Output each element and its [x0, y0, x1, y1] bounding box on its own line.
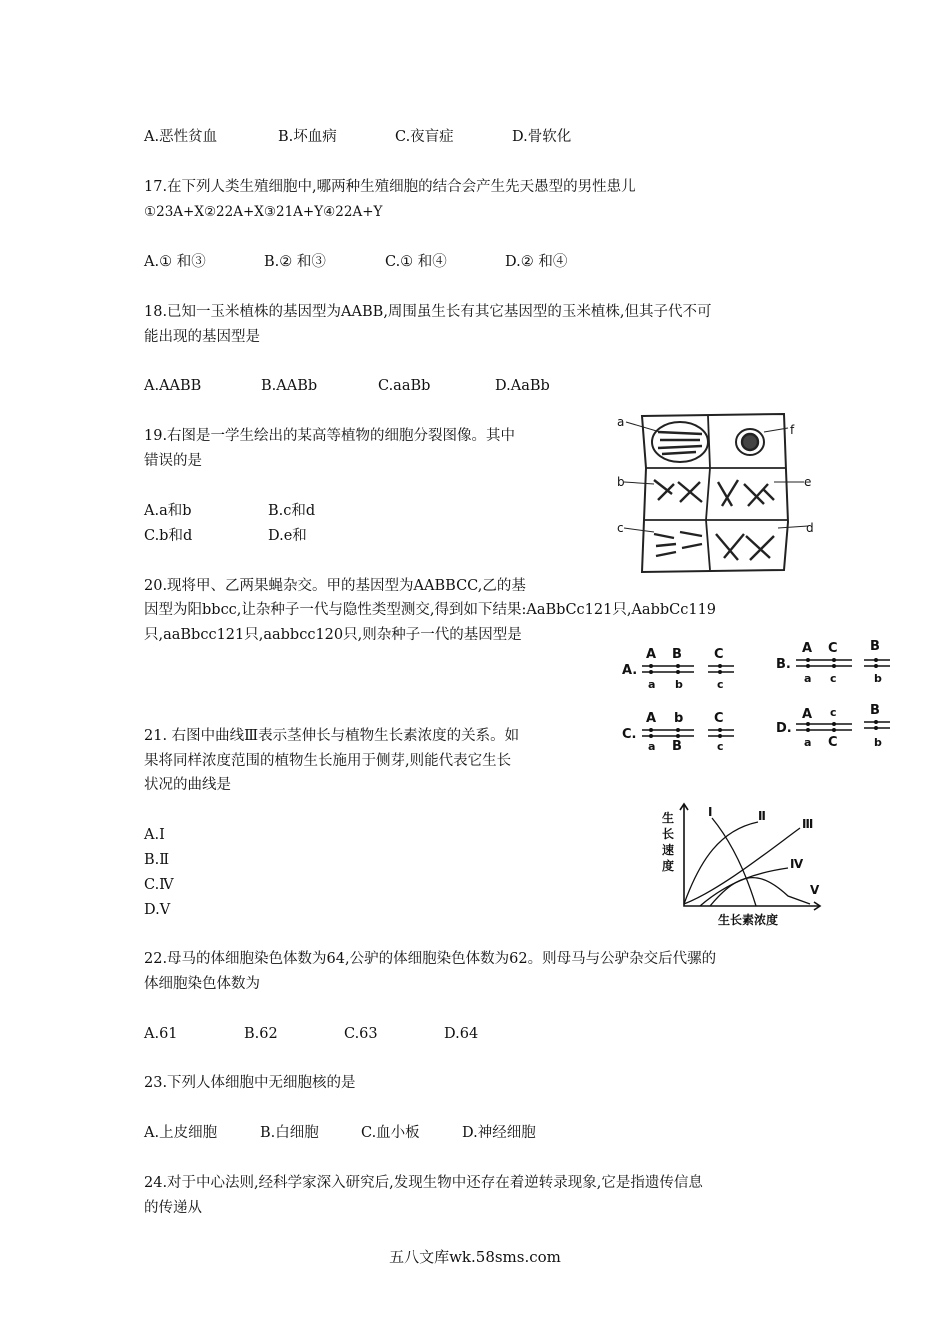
- geno-c-bottom-2: B: [672, 739, 682, 754]
- geno-d-label: D.: [776, 721, 792, 736]
- geno-b-top-1: A: [802, 641, 813, 656]
- curve-label-2: Ⅱ: [758, 809, 766, 823]
- q22-option-d: D.64: [444, 1026, 479, 1042]
- q17-option-c: C.① 和④: [385, 254, 447, 270]
- q23-option-a: A.上皮细胞: [144, 1125, 218, 1141]
- geno-c-bottom-3: c: [717, 740, 724, 753]
- q21-option-a: A.Ⅰ: [144, 827, 165, 843]
- geno-d-bottom-1: a: [804, 736, 812, 749]
- genotype-options-figure: [618, 636, 908, 756]
- q21-stem-line2: 果将同样浓度范围的植物生长施用于侧芽,则能代表它生长: [144, 753, 512, 769]
- q20-stem-line2: 因型为阳bbcc,让杂种子一代与隐性类型测交,得到如下结果:AaBbCc121只,AabbCc119: [144, 602, 717, 618]
- q17-option-d: D.② 和④: [505, 254, 568, 270]
- q19-option-a: A.a和b: [144, 503, 192, 519]
- q24-stem-line1: 24.对于中心法则,经科学家深入研究后,发现生物中还存在着逆转录现象,它是指遗传信息: [144, 1175, 703, 1191]
- graph-ylabel-3: 速: [662, 843, 675, 857]
- geno-d-bottom-2: C: [828, 735, 838, 750]
- geno-b-label: B.: [776, 657, 791, 672]
- growth-curve-figure: [660, 800, 830, 928]
- geno-a-bottom-3: c: [717, 678, 724, 691]
- geno-b-bottom-1: a: [804, 672, 812, 685]
- geno-d-top-2: c: [830, 706, 837, 719]
- q21-option-b: B.Ⅱ: [144, 852, 170, 868]
- q20-stem-line1: 20.现将甲、乙两果蝇杂交。甲的基因型为AABBCC,乙的基: [144, 578, 526, 594]
- q21-option-c: C.Ⅳ: [144, 877, 174, 893]
- geno-b-top-2: C: [828, 641, 838, 656]
- fig-label-b: b: [617, 475, 625, 489]
- geno-a-top-3: C: [714, 647, 724, 662]
- q22-stem-line2: 体细胞染色体数为: [144, 976, 260, 992]
- curve-label-1: I: [708, 805, 713, 819]
- geno-c-top-3: C: [714, 711, 724, 726]
- q22-option-a: A.61: [144, 1026, 178, 1042]
- q19-stem-line1: 19.右图是一学生绘出的某高等植物的细胞分裂图像。其中: [144, 428, 516, 444]
- curve-label-4: Ⅳ: [790, 857, 804, 871]
- q16-option-b: B.坏血病: [278, 129, 337, 145]
- geno-c-bottom-1: a: [648, 740, 656, 753]
- graph-xlabel: 生长素浓度: [718, 913, 779, 927]
- geno-d-bottom-3: b: [874, 736, 882, 749]
- q17-option-a: A.① 和③: [144, 254, 206, 270]
- q23-option-b: B.白细胞: [260, 1125, 319, 1141]
- geno-c-label: C.: [622, 727, 637, 742]
- q18-stem-line2: 能出现的基因型是: [144, 329, 260, 345]
- page-footer: 五八文库wk.58sms.com: [389, 1248, 561, 1266]
- geno-d-top-1: A: [802, 707, 813, 722]
- geno-b-bottom-2: c: [830, 672, 837, 685]
- geno-a-top-1: A: [646, 647, 657, 662]
- fig-label-f: f: [790, 423, 795, 437]
- geno-c-top-1: A: [646, 711, 657, 726]
- q24-stem-line2: 的传递从: [144, 1200, 202, 1216]
- fig-label-c: c: [617, 521, 624, 535]
- geno-a-top-2: B: [672, 647, 682, 662]
- geno-b-top-3: B: [870, 639, 880, 654]
- q17-option-b: B.② 和③: [264, 254, 326, 270]
- graph-ylabel-4: 度: [662, 859, 675, 873]
- geno-a-bottom-1: a: [648, 678, 656, 691]
- geno-c-top-2: b: [674, 711, 684, 726]
- curve-label-5: V: [810, 883, 820, 897]
- geno-a-bottom-2: b: [675, 678, 683, 691]
- q18-stem-line1: 18.已知一玉米植株的基因型为AABB,周围虽生长有其它基因型的玉米植株,但其子代不可: [144, 304, 712, 320]
- q18-option-b: B.AABb: [261, 378, 318, 394]
- q22-option-c: C.63: [344, 1026, 378, 1042]
- q16-option-c: C.夜盲症: [395, 129, 454, 145]
- cell-division-figure: [614, 410, 814, 575]
- q18-option-c: C.aaBb: [378, 378, 431, 394]
- geno-a-label: A.: [622, 663, 638, 678]
- q19-option-c: C.b和d: [144, 528, 193, 544]
- graph-ylabel-2: 长: [662, 827, 675, 841]
- q23-option-c: C.血小板: [361, 1125, 420, 1141]
- q23-option-d: D.神经细胞: [462, 1125, 536, 1141]
- q22-option-b: B.62: [244, 1026, 278, 1042]
- q21-stem-line1: 21. 右图中曲线Ⅲ表示茎伸长与植物生长素浓度的关系。如: [144, 728, 520, 744]
- fig-label-a: a: [617, 415, 625, 429]
- q17-stem-line2: ①23A+X②22A+X③21A+Y④22A+Y: [144, 204, 383, 220]
- curve-label-3: Ⅲ: [802, 817, 814, 831]
- q21-stem-line3: 状况的曲线是: [144, 777, 231, 793]
- q22-stem-line1: 22.母马的体细胞染色体数为64,公驴的体细胞染色体数为62。则母马与公驴杂交后代骡的: [144, 951, 717, 967]
- q19-option-b: B.c和d: [268, 503, 316, 519]
- q17-stem-line1: 17.在下列人类生殖细胞中,哪两种生殖细胞的结合会产生先天愚型的男性患儿: [144, 179, 636, 195]
- geno-b-bottom-3: b: [874, 672, 882, 685]
- graph-ylabel-1: 生: [662, 811, 675, 825]
- q18-option-d: D.AaBb: [495, 378, 550, 394]
- fig-label-d: d: [806, 521, 814, 535]
- q18-option-a: A.AABB: [144, 378, 202, 394]
- q16-option-d: D.骨软化: [512, 129, 572, 145]
- q21-option-d: D.Ⅴ: [144, 902, 171, 918]
- q19-option-d: D.e和: [268, 528, 307, 544]
- q23-stem-line1: 23.下列人体细胞中无细胞核的是: [144, 1075, 356, 1091]
- q20-stem-line3: 只,aaBbcc121只,aabbcc120只,则杂种子一代的基因型是: [144, 627, 522, 643]
- q19-stem-line2: 错误的是: [144, 453, 202, 469]
- fig-label-e: e: [804, 475, 812, 489]
- geno-d-top-3: B: [870, 703, 880, 718]
- q16-option-a: A.恶性贫血: [144, 129, 218, 145]
